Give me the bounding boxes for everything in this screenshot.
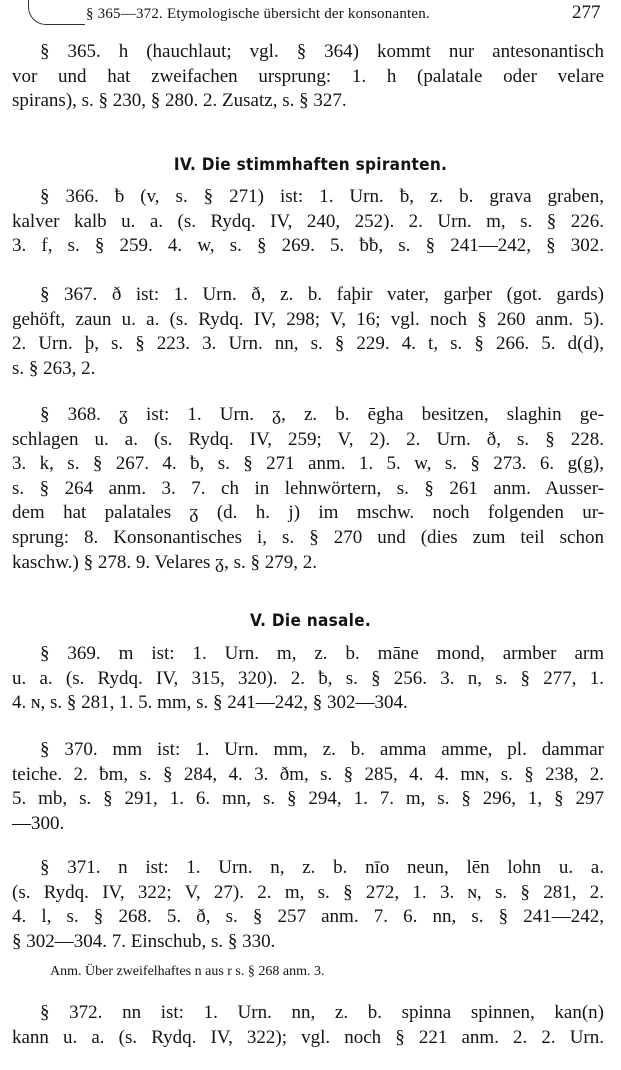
text-line: 3. f, s. § 259. 4. w, s. § 269. 5. ƀƀ, s. § 241—242, § 302. (12, 235, 604, 257)
header-corner-mark (28, 0, 85, 25)
text-line: s. § 263, 2. (12, 357, 96, 379)
text-line: § 368. ᵹ ist: 1. Urn. ᵹ, z. b. ēgha besitzen, slaghin ge- (40, 404, 604, 425)
paragraph-367 (12, 283, 604, 381)
paragraph-366 (12, 185, 604, 259)
paragraph-372 (12, 1001, 604, 1050)
text-line: spirans), s. § 230, § 280. 2. Zusatz, s. § 327. (12, 90, 347, 112)
text-line: § 371. n ist: 1. Urn. n, z. b. nīo neun, lēn lohn u. a. (40, 857, 604, 878)
section-heading-iv: IV. Die stimmhaften spiranten. (173, 155, 448, 174)
running-head: § 365—372. Etymologische übersicht der konsonanten. (86, 6, 430, 22)
paragraph-370 (12, 738, 604, 836)
text-line: § 369. m ist: 1. Urn. m, z. b. māne mond, armber arm (40, 643, 604, 664)
text-line: u. a. (s. Rydq. IV, 315, 320). 2. ƀ, s. § 256. 3. n, s. § 277, 1. (12, 667, 604, 689)
text-line: kann u. a. (s. Rydq. IV, 322); vgl. noch § 221 anm. 2. 2. Urn. (12, 1026, 604, 1048)
text-line: § 365. h (hauchlaut; vgl. § 364) kommt nur antesonantisch (40, 41, 604, 62)
text-line: teiche. 2. ƀm, s. § 284, 4. 3. ðm, s. § 285, 4. 4. mɴ, s. § 238, 2. (12, 763, 604, 785)
text-line: 5. mb, s. § 291, 1. 6. mn, s. § 294, 1. 7. m, s. § 296, 1, § 297 (12, 788, 604, 810)
page-number: 277 (572, 2, 601, 23)
text-line: vor und hat zweifachen ursprung: 1. h (palatale oder velare (12, 65, 604, 87)
text-line: schlagen u. a. (s. Rydq. IV, 259; V, 2). 2. Urn. ð, s. § 228. (12, 428, 604, 450)
text-line: § 372. nn ist: 1. Urn. nn, z. b. spinna spinnen, kan(n) (40, 1002, 604, 1023)
text-line: § 366. ƀ (v, s. § 271) ist: 1. Urn. ƀ, z. b. grava graben, (40, 186, 604, 207)
footnote-anm: Anm. Über zweifelhaftes n aus r s. § 268 anm. 3. (50, 964, 325, 979)
text-line: § 367. ð ist: 1. Urn. ð, z. b. faþir vater, garþer (got. gards) (40, 284, 604, 305)
text-line: (s. Rydq. IV, 322; V, 27). 2. m, s. § 272, 1. 3. ɴ, s. § 281, 2. (12, 881, 604, 903)
text-line: gehöft, zaun u. a. (s. Rydq. IV, 298; V, 16; vgl. noch § 260 anm. 5). (12, 308, 604, 330)
paragraph-365 (12, 40, 604, 114)
text-line: s. § 264 anm. 3. 7. ch in lehnwörtern, s. § 261 anm. Ausser- (12, 477, 604, 499)
text-line: —300. (12, 812, 65, 834)
text-line: § 302—304. 7. Einschub, s. § 330. (12, 930, 276, 952)
page-header (0, 0, 621, 30)
text-line: § 370. mm ist: 1. Urn. mm, z. b. amma amme, pl. dammar (40, 739, 604, 760)
text-line: 3. k, s. § 267. 4. ƀ, s. § 271 anm. 1. 5. w, s. § 273. 6. g(g), (12, 453, 604, 475)
text-line: kalver kalb u. a. (s. Rydq. IV, 240, 252). 2. Urn. m, s. § 226. (12, 210, 604, 232)
paragraph-368 (12, 403, 604, 575)
paragraph-371 (12, 856, 604, 954)
text-line: 2. Urn. þ, s. § 223. 3. Urn. nn, s. § 229. 4. t, s. § 266. 5. d(d), (12, 333, 604, 355)
text-line: kaschw.) § 278. 9. Velares ᵹ, s. § 279, 2. (12, 551, 317, 573)
text-line: dem hat palatales ᵹ (d. h. j) im mschw. noch folgenden ur- (12, 502, 604, 524)
text-line: 4. ɴ, s. § 281, 1. 5. mm, s. § 241—242, § 302—304. (12, 692, 408, 714)
text-line: 4. l, s. § 268. 5. ð, s. § 257 anm. 7. 6. nn, s. § 241—242, (12, 906, 604, 928)
paragraph-369 (12, 642, 604, 716)
section-heading-v: V. Die nasale. (250, 611, 371, 630)
text-line: sprung: 8. Konsonantisches i, s. § 270 und (dies zum teil schon (12, 526, 604, 548)
